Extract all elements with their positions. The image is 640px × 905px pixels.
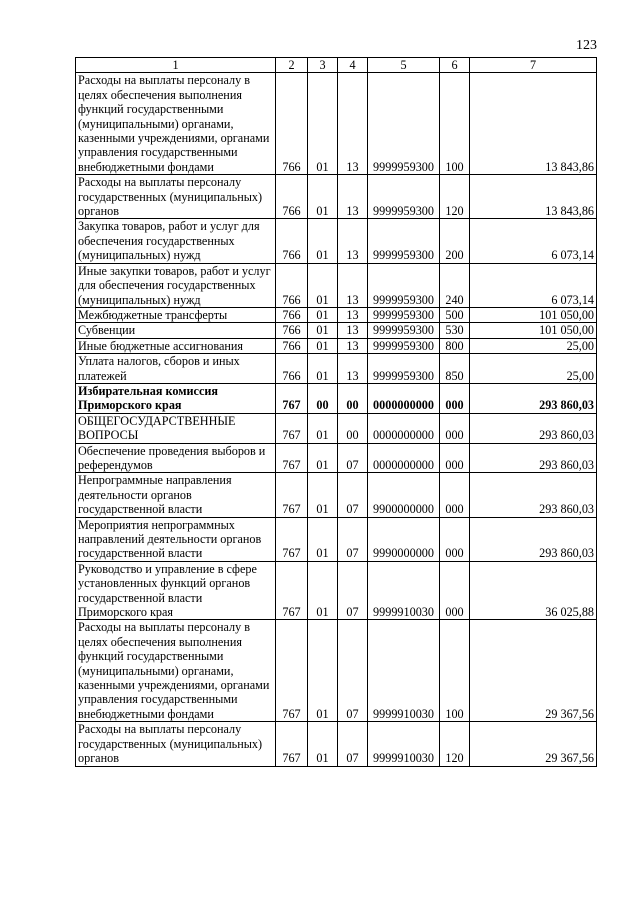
table-row: [76, 263, 597, 307]
table-row: [76, 323, 597, 338]
cell-ministry-code: 767: [276, 413, 308, 443]
cell-expense-type: 000: [440, 561, 470, 620]
cell-target-article: 9990000000: [368, 517, 440, 561]
table-row: [76, 175, 597, 219]
cell-section: 01: [308, 722, 338, 766]
cell-amount: 29 367,56: [470, 620, 597, 722]
header-col-6: 6: [440, 58, 470, 73]
table-row: [76, 413, 597, 443]
cell-name: Иные закупки товаров, работ и услуг для обеспечения государственных (муниципальных) нужд: [76, 263, 276, 307]
cell-amount: 293 860,03: [470, 473, 597, 517]
table-row: [76, 620, 597, 722]
header-col-7: 7: [470, 58, 597, 73]
cell-expense-type: 000: [440, 517, 470, 561]
header-col-4: 4: [338, 58, 368, 73]
cell-expense-type: 240: [440, 263, 470, 307]
cell-subsection: 00: [338, 413, 368, 443]
cell-section: 01: [308, 175, 338, 219]
cell-name: Иные бюджетные ассигнования: [76, 338, 276, 353]
cell-name: Расходы на выплаты персоналу в целях обеспечения выполнения функций государственными (муниципальными) органами, казенными учреждениями, органами управления государственными внебюджетными фондами: [76, 73, 276, 175]
cell-ministry-code: 767: [276, 722, 308, 766]
cell-target-article: 0000000000: [368, 413, 440, 443]
page-number: 123: [576, 38, 597, 53]
table-row: [76, 354, 597, 384]
cell-ministry-code: 766: [276, 338, 308, 353]
cell-name: Субвенции: [76, 323, 276, 338]
cell-section: 00: [308, 383, 338, 413]
cell-amount: 6 073,14: [470, 263, 597, 307]
cell-section: 01: [308, 561, 338, 620]
cell-subsection: 13: [338, 73, 368, 175]
budget-table: [75, 57, 597, 767]
cell-expense-type: 000: [440, 443, 470, 473]
table-row: [76, 561, 597, 620]
cell-target-article: 0000000000: [368, 443, 440, 473]
cell-expense-type: 100: [440, 73, 470, 175]
cell-expense-type: 000: [440, 413, 470, 443]
header-col-5: 5: [368, 58, 440, 73]
table-row: [76, 443, 597, 473]
cell-target-article: 9999959300: [368, 219, 440, 263]
cell-section: 01: [308, 323, 338, 338]
cell-expense-type: 120: [440, 722, 470, 766]
table-row: [76, 473, 597, 517]
header-col-1: 1: [76, 58, 276, 73]
cell-target-article: 0000000000: [368, 383, 440, 413]
header-col-3: 3: [308, 58, 338, 73]
cell-amount: 101 050,00: [470, 307, 597, 322]
table-row: [76, 338, 597, 353]
cell-expense-type: 120: [440, 175, 470, 219]
cell-expense-type: 200: [440, 219, 470, 263]
cell-ministry-code: 767: [276, 620, 308, 722]
cell-ministry-code: 766: [276, 263, 308, 307]
cell-amount: 293 860,03: [470, 517, 597, 561]
cell-target-article: 9999959300: [368, 354, 440, 384]
cell-ministry-code: 767: [276, 517, 308, 561]
cell-name: Расходы на выплаты персоналу в целях обеспечения выполнения функций государственными (муниципальными) органами, казенными учреждениями, органами управления государственными внебюджетными фондами: [76, 620, 276, 722]
cell-section: 01: [308, 73, 338, 175]
cell-subsection: 13: [338, 307, 368, 322]
cell-ministry-code: 766: [276, 307, 308, 322]
cell-amount: 293 860,03: [470, 383, 597, 413]
cell-subsection: 13: [338, 263, 368, 307]
cell-expense-type: 000: [440, 383, 470, 413]
cell-ministry-code: 767: [276, 383, 308, 413]
cell-name: Обеспечение проведения выборов и референдумов: [76, 443, 276, 473]
cell-ministry-code: 767: [276, 443, 308, 473]
cell-subsection: 00: [338, 383, 368, 413]
cell-name: Межбюджетные трансферты: [76, 307, 276, 322]
cell-name: Непрограммные направления деятельности органов государственной власти: [76, 473, 276, 517]
cell-subsection: 07: [338, 443, 368, 473]
table-row: [76, 722, 597, 766]
cell-target-article: 9999910030: [368, 620, 440, 722]
cell-ministry-code: 766: [276, 354, 308, 384]
cell-ministry-code: 767: [276, 473, 308, 517]
cell-expense-type: 530: [440, 323, 470, 338]
cell-section: 01: [308, 620, 338, 722]
cell-name: Расходы на выплаты персоналу государственных (муниципальных) органов: [76, 175, 276, 219]
table-row: [76, 219, 597, 263]
cell-name: Избирательная комиссия Приморского края: [76, 383, 276, 413]
cell-amount: 25,00: [470, 354, 597, 384]
cell-target-article: 9900000000: [368, 473, 440, 517]
header-row: [76, 58, 597, 73]
cell-subsection: 07: [338, 473, 368, 517]
cell-target-article: 9999910030: [368, 722, 440, 766]
cell-amount: 25,00: [470, 338, 597, 353]
cell-section: 01: [308, 263, 338, 307]
cell-amount: 6 073,14: [470, 219, 597, 263]
cell-name: Руководство и управление в сфере установленных функций органов государственной власти Приморского края: [76, 561, 276, 620]
cell-expense-type: 800: [440, 338, 470, 353]
table-row: [76, 307, 597, 322]
cell-subsection: 13: [338, 354, 368, 384]
cell-name: Закупка товаров, работ и услуг для обеспечения государственных (муниципальных) нужд: [76, 219, 276, 263]
cell-name: ОБЩЕГОСУДАРСТВЕННЫЕ ВОПРОСЫ: [76, 413, 276, 443]
cell-section: 01: [308, 473, 338, 517]
cell-expense-type: 100: [440, 620, 470, 722]
cell-amount: 13 843,86: [470, 73, 597, 175]
cell-expense-type: 850: [440, 354, 470, 384]
cell-ministry-code: 767: [276, 561, 308, 620]
cell-target-article: 9999959300: [368, 73, 440, 175]
cell-section: 01: [308, 307, 338, 322]
cell-section: 01: [308, 219, 338, 263]
cell-target-article: 9999959300: [368, 263, 440, 307]
cell-target-article: 9999959300: [368, 307, 440, 322]
cell-target-article: 9999959300: [368, 323, 440, 338]
cell-name: Мероприятия непрограммных направлений деятельности органов государственной власти: [76, 517, 276, 561]
cell-amount: 293 860,03: [470, 413, 597, 443]
cell-ministry-code: 766: [276, 175, 308, 219]
cell-subsection: 07: [338, 620, 368, 722]
table-row: [76, 383, 597, 413]
table-row: [76, 73, 597, 175]
cell-amount: 293 860,03: [470, 443, 597, 473]
cell-amount: 36 025,88: [470, 561, 597, 620]
cell-subsection: 07: [338, 722, 368, 766]
cell-section: 01: [308, 413, 338, 443]
cell-section: 01: [308, 443, 338, 473]
cell-subsection: 07: [338, 517, 368, 561]
cell-target-article: 9999959300: [368, 338, 440, 353]
cell-subsection: 13: [338, 338, 368, 353]
cell-subsection: 13: [338, 323, 368, 338]
cell-amount: 13 843,86: [470, 175, 597, 219]
cell-section: 01: [308, 517, 338, 561]
cell-target-article: 9999910030: [368, 561, 440, 620]
cell-amount: 29 367,56: [470, 722, 597, 766]
cell-name: Расходы на выплаты персоналу государственных (муниципальных) органов: [76, 722, 276, 766]
cell-subsection: 13: [338, 175, 368, 219]
cell-expense-type: 500: [440, 307, 470, 322]
table-row: [76, 517, 597, 561]
cell-name: Уплата налогов, сборов и иных платежей: [76, 354, 276, 384]
cell-subsection: 13: [338, 219, 368, 263]
cell-ministry-code: 766: [276, 219, 308, 263]
cell-expense-type: 000: [440, 473, 470, 517]
cell-ministry-code: 766: [276, 323, 308, 338]
cell-section: 01: [308, 338, 338, 353]
cell-section: 01: [308, 354, 338, 384]
header-col-2: 2: [276, 58, 308, 73]
cell-subsection: 07: [338, 561, 368, 620]
cell-ministry-code: 766: [276, 73, 308, 175]
cell-target-article: 9999959300: [368, 175, 440, 219]
cell-amount: 101 050,00: [470, 323, 597, 338]
